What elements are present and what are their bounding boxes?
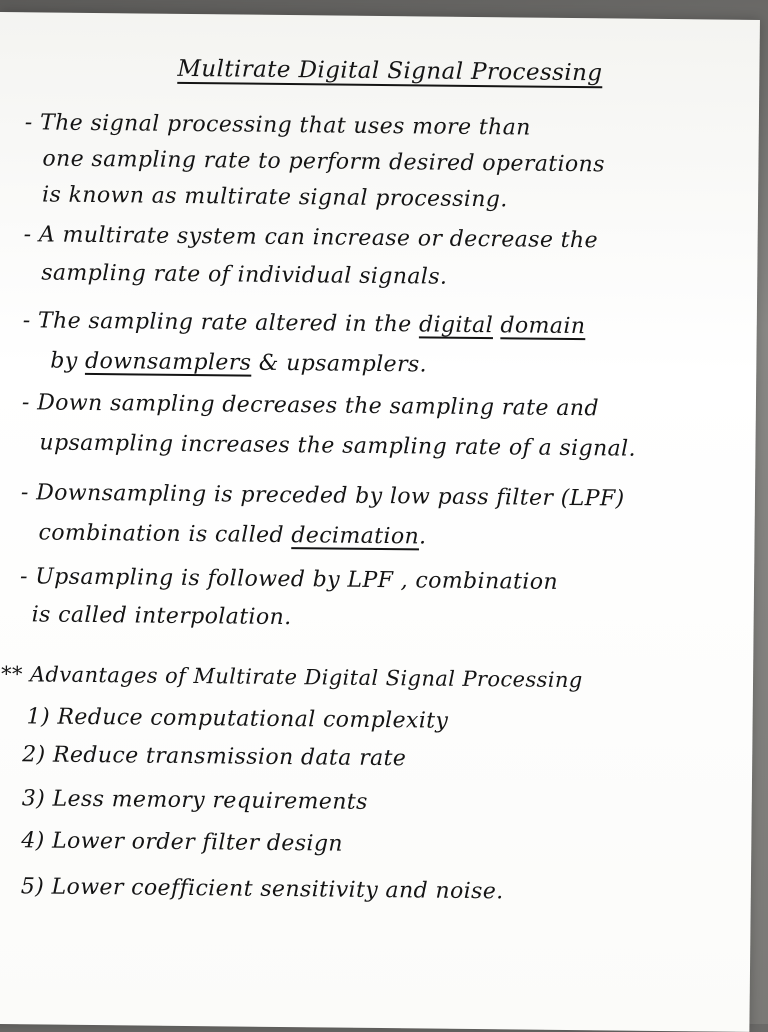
point-6-line-2: is called interpolation. [31,602,292,631]
point-3-text-g: & upsamplers. [251,350,428,378]
downsamplers-word: downsamplers [84,348,252,376]
point-3-line-2 [50,349,427,378]
advantage-2: 2) Reduce transmission data rate [22,742,407,772]
advantage-4: 4) Lower order filter design [21,828,344,857]
point-3-text-e: by [50,348,86,374]
point-4-line-1: - Down sampling decreases the sampling rate and [21,390,600,422]
point-4-line-2: upsampling increases the sampling rate of a signal. [39,430,637,462]
point-1-line-2: one sampling rate to perform desired operations [42,146,606,178]
advantages-heading: ** Advantages of Multirate Digital Signal Processing [0,662,583,693]
decimation-word: decimation [291,523,420,550]
point-3-line-1 [23,308,586,339]
point-5-text-c: . [418,524,427,550]
point-3-text-a: - The sampling rate altered in the [22,308,420,338]
point-1-line-3: is known as multirate signal processing. [41,182,508,213]
domain-word: domain [500,313,586,340]
advantage-5: 5) Lower coefficient sensitivity and noise. [20,874,504,905]
advantage-3: 3) Less memory requirements [21,786,368,815]
point-5-line-1: - Downsampling is preceded by low pass filter (LPF) [20,480,625,512]
notebook-page [0,12,760,1032]
advantage-1: 1) Reduce computational complexity [26,704,449,734]
digital-word: digital [418,312,494,339]
point-2-line-2: sampling rate of individual signals. [41,260,448,290]
page-title: Multirate Digital Signal Processing [177,55,603,87]
point-5-text-a: combination is called [38,520,292,549]
point-1-line-1: - The signal processing that uses more than [24,110,531,141]
point-5-line-2 [38,520,426,549]
point-6-line-1: - Upsampling is followed by LPF , combination [19,564,559,595]
point-2-line-1: - A multirate system can increase or decrease the [23,222,599,254]
